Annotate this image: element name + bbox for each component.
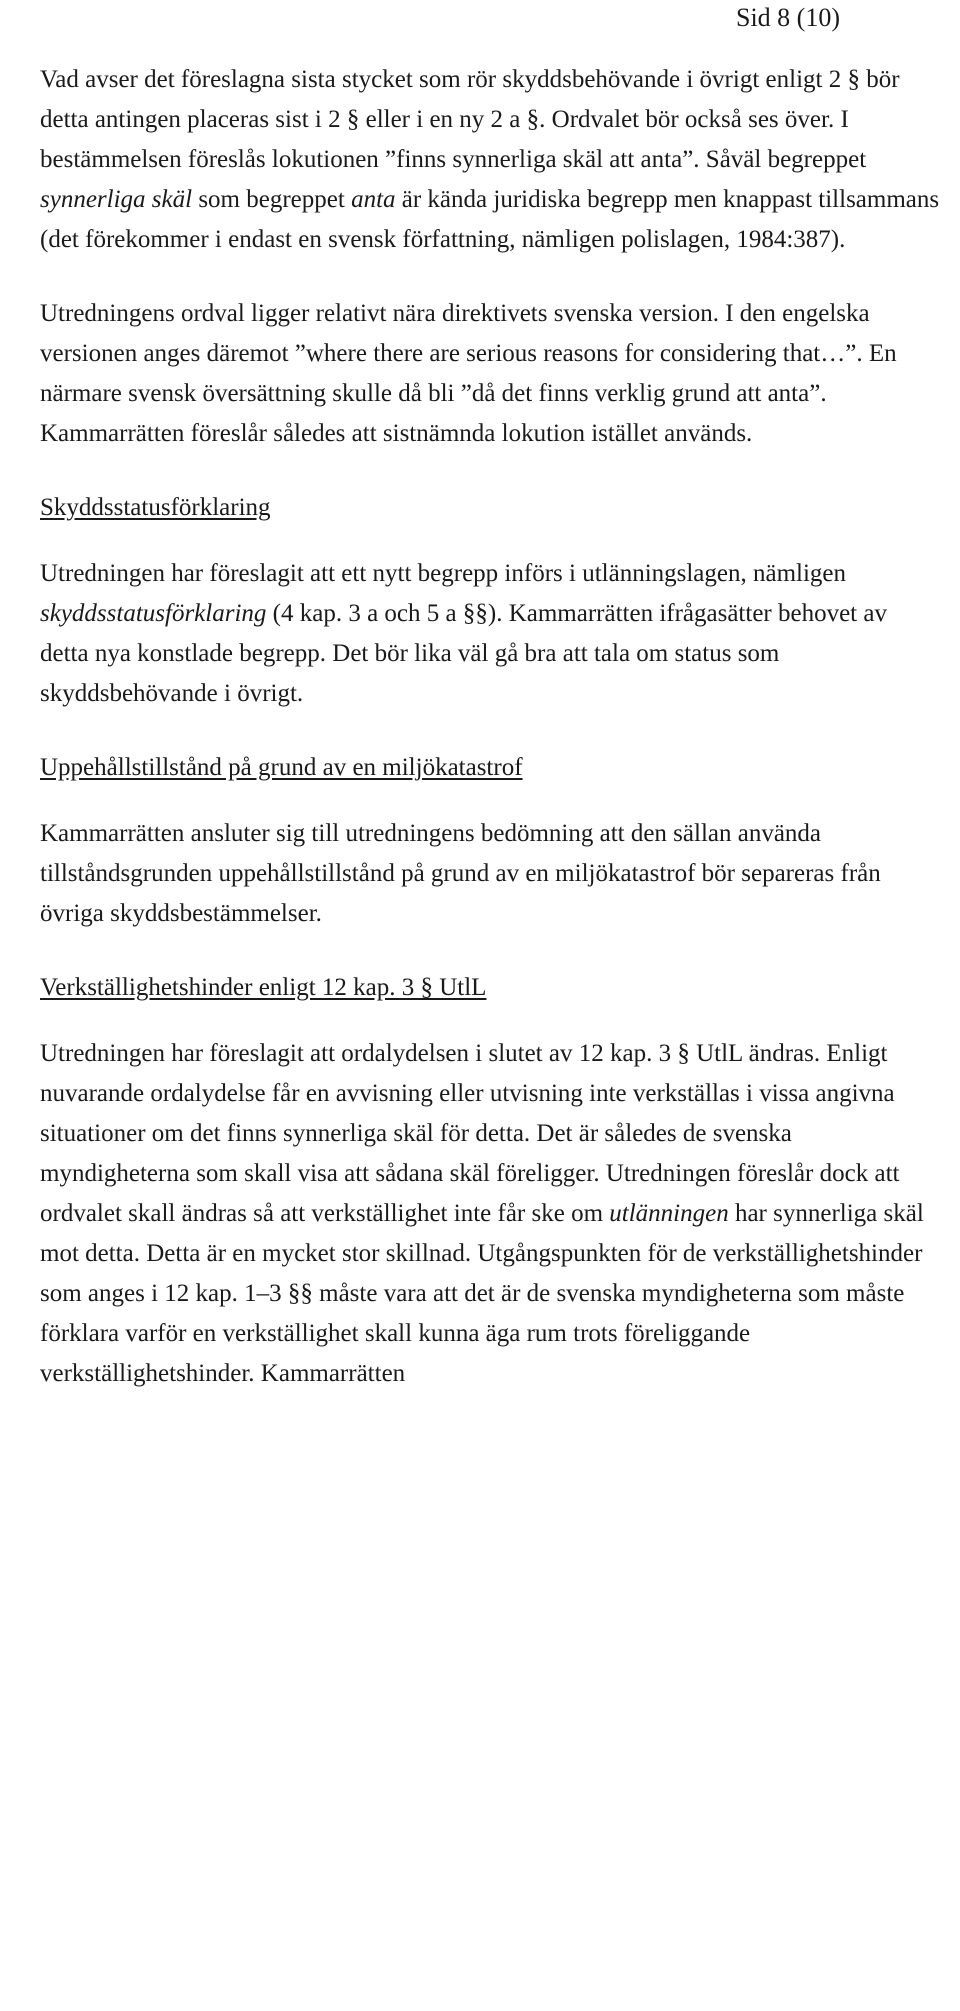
section-heading-miljokatastrof: Uppehållstillstånd på grund av en miljökatastrof — [40, 754, 523, 781]
paragraph-text: har synnerliga skäl mot detta. Detta är en mycket stor skillnad. Utgångspunkten för de verkställighetshinder som anges i 12 kap. 1–3 §§ måste vara att det är de svenska myndigheterna som måste förklara varför en verkställighet skall kunna äga rum trots föreliggande verkställighetshinder. Kammarrätten — [40, 1200, 924, 1387]
paragraph-text: (4 kap. 3 a och 5 a §§). Kammarrätten ifrågasätter behovet av detta nya konstlade begrepp. Det bör lika väl gå bra att tala om status som skyddsbehövande i övrigt. — [40, 600, 887, 707]
paragraph-text: som begreppet — [192, 186, 352, 213]
emphasis-term: anta — [351, 186, 396, 213]
emphasis-term: utlänningen — [609, 1200, 729, 1227]
emphasis-term: synnerliga skäl — [40, 186, 193, 213]
section-heading-verkstallighetshinder: Verkställighetshinder enligt 12 kap. 3 § UtlL — [40, 974, 487, 1001]
paragraph-miljokatastrof: Kammarrätten ansluter sig till utredningens bedömning att den sällan använda tillståndsgrunden uppehållstillstånd på grund av en miljökatastrof bör separeras från övriga skyddsbestämmelser. — [40, 820, 881, 927]
paragraph-text: Utredningen har föreslagit att ett nytt begrepp införs i utlänningslagen, nämligen — [40, 560, 847, 587]
paragraph-text: Utredningen har föreslagit att ordalydelsen i slutet av 12 kap. 3 § UtlL ändras. Enligt nuvarande ordalydelse får en avvisning eller utvisning inte verkställas i vissa angivna situationer om det finns synnerliga skäl för detta. Det är således de svenska myndigheterna som skall visa att sådana skäl föreligger. Utredningen föreslår dock att ordvalet skall ändras så att verkställighet inte får ske om — [40, 1040, 900, 1227]
paragraph-text: är kända juridiska begrepp men knappast tillsammans (det förekommer i endast en svensk författning, nämligen polislagen, 1984:387). — [40, 186, 940, 253]
document-body — [40, 60, 940, 1394]
paragraph-text: Vad avser det föreslagna sista stycket som rör skyddsbehövande i övrigt enligt 2 § bör detta antingen placeras sist i 2 § eller i en ny 2 a §. Ordvalet bör också ses över. I bestämmelsen föreslås lokutionen ”finns synnerliga skäl att anta”. Såväl begreppet — [40, 66, 900, 173]
paragraph-ordval — [40, 60, 940, 260]
section-heading-skyddsstatus: Skyddsstatusförklaring — [40, 494, 271, 521]
page-number: Sid 8 (10) — [736, 3, 840, 32]
paragraph-verkstallighetshinder — [40, 1034, 940, 1394]
emphasis-term: skyddsstatusförklaring — [40, 600, 267, 627]
paragraph-skyddsstatus — [40, 554, 940, 714]
paragraph-direktiv: Utredningens ordval ligger relativt nära direktivets svenska version. I den engelska versionen anges däremot ”where there are serious reasons for considering that…”. En närmare svensk översättning skulle då bli ”då det finns verklig grund att anta”. Kammarrätten föreslår således att sistnämnda lokution istället används. — [40, 300, 897, 447]
